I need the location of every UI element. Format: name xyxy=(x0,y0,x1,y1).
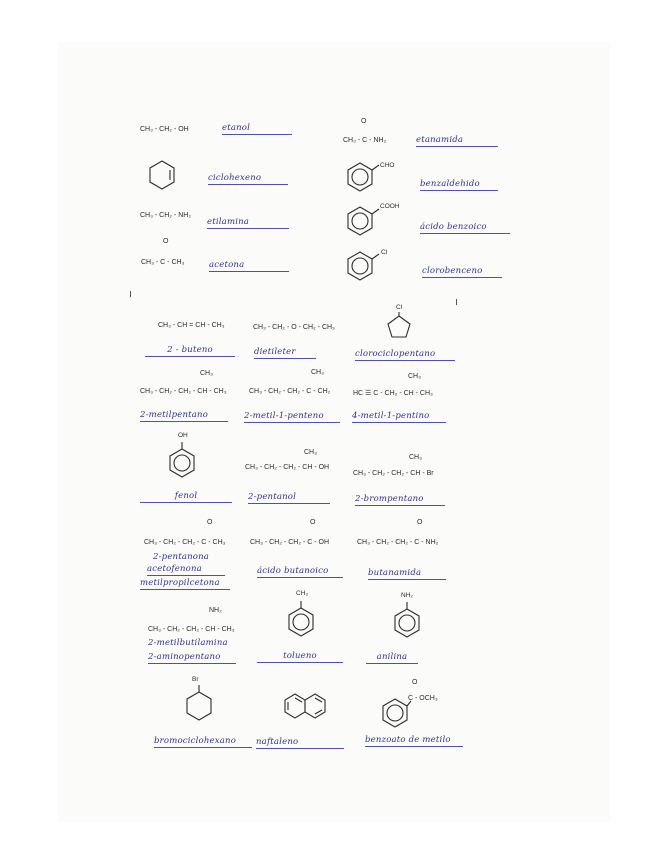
benzoic-acid-ring xyxy=(345,206,375,236)
methyl-benzoate-ring xyxy=(380,698,410,728)
answer-benzaldehido: benzaldehido xyxy=(420,179,498,191)
benzaldehyde-ring xyxy=(345,162,375,192)
formula-pentanone-oxygen: O xyxy=(207,519,213,526)
formula-butanamide: CH₃ - CH₂ - CH₂ - C - NH₂ xyxy=(357,539,439,546)
answer-metilpenteno: 2-metil-1-penteno xyxy=(244,411,340,423)
formula-diethyl-ether: CH₃ - CH₂ - O - CH₂ - CH₃ xyxy=(253,324,335,331)
answer-buteno: 2 - buteno xyxy=(145,345,235,357)
answer-bromociclohexano: bromociclohexano xyxy=(154,736,252,748)
formula-methyl-benzoate: C - OCH₃ xyxy=(408,695,438,702)
aniline-ring xyxy=(392,608,422,638)
substituent-hydroxyl: OH xyxy=(178,432,188,439)
formula-acetone-oxygen: O xyxy=(163,238,169,245)
answer-acido-benzoico: ácido benzoico xyxy=(420,222,510,234)
formula-butanamide-oxygen: O xyxy=(417,519,423,526)
answer-acetona: acetona xyxy=(209,260,289,272)
substituent-cho: CHO xyxy=(380,162,395,169)
formula-butanoic-acid-oxygen: O xyxy=(310,519,316,526)
answer-naftaleno: naftaleno xyxy=(256,737,344,749)
formula-methylpentene: CH₃ - CH₂ - CH₂ - C - CH₂ xyxy=(249,388,331,395)
formula-butanoic-acid: CH₃ - CH₂ - CH₂ - C - OH xyxy=(250,539,330,546)
binder-mark-left xyxy=(130,291,131,297)
formula-butene: CH₃ - CH = CH - CH₃ xyxy=(158,322,225,329)
substituent-chloro: Cl xyxy=(381,249,388,256)
answer-clorobenceno: clorobenceno xyxy=(422,266,502,278)
substituent-bromo: Br xyxy=(192,676,199,683)
substituent-cooh: COOH xyxy=(380,203,400,210)
formula-aminopentane-branch: NH₂ xyxy=(209,607,222,614)
bromocyclohexane-ring xyxy=(184,691,214,721)
formula-methylpentene-branch: CH₃ xyxy=(311,369,324,376)
answer-benzoato-de-metilo: benzoato de metilo xyxy=(365,735,463,747)
formula-acetone: CH₃ - C - CH₃ xyxy=(141,259,185,266)
formula-pentanol: CH₃ - CH₂ - CH₂ - CH - OH xyxy=(245,464,330,471)
phenol-ring xyxy=(167,448,197,478)
formula-ethylamine: CH₃ - CH₂ - NH₂ xyxy=(140,212,192,219)
formula-aminopentane: CH₃ - CH₂ - CH₂ - CH - CH₃ xyxy=(148,626,235,633)
answer-brompentano: 2-brompentano xyxy=(355,494,445,506)
answer-etanol: etanol xyxy=(222,123,292,135)
formula-ethanamide-oxygen: O xyxy=(361,118,367,125)
answer-acetofenona: acetofenona xyxy=(147,564,225,576)
chlorobenzene-ring xyxy=(345,251,375,281)
formula-ethanol: CH₃ - CH₂ - OH xyxy=(140,126,189,133)
toluene-ring xyxy=(286,607,316,637)
formula-ethanamide: CH₃ - C - NH₂ xyxy=(343,137,387,144)
formula-methyl-benzoate-oxygen: O xyxy=(412,679,418,686)
answer-butanamida: butanamida xyxy=(368,568,446,580)
answer-clorociclopentano: clorociclopentano xyxy=(355,349,455,361)
formula-methylpentane-branch: CH₃ xyxy=(200,370,213,377)
cyclopentane-ring xyxy=(386,313,412,339)
substituent-methyl: CH₃ xyxy=(296,590,309,597)
answer-pentanol: 2-pentanol xyxy=(248,492,330,504)
substituent-amino: NH₂ xyxy=(401,592,413,599)
worksheet-page xyxy=(58,42,610,822)
formula-brompentane: CH₃ - CH₂ - CH₂ - CH - Br xyxy=(353,470,434,477)
answer-acido-butanoico: ácido butanoico xyxy=(257,566,343,578)
answer-fenol: fenol xyxy=(140,491,232,503)
formula-methylpentane: CH₃ - CH₂ - CH₂ - CH - CH₃ xyxy=(140,388,227,395)
answer-pentanona: 2-pentanona xyxy=(153,552,210,562)
answer-metilpentano: 2-metilpentano xyxy=(140,410,228,422)
answer-metilpentino: 4-metil-1-pentino xyxy=(352,411,446,423)
answer-metilbutilamina: 2-metilbutilamina xyxy=(148,638,228,648)
formula-methylpentyne-branch: CH₃ xyxy=(408,373,421,380)
answer-dietileter: dietileter xyxy=(254,347,316,359)
answer-anilina: anilina xyxy=(366,652,418,664)
answer-ciclohexeno: ciclohexeno xyxy=(208,173,288,185)
answer-aminopentano: 2-aminopentano xyxy=(148,652,236,664)
naphthalene-rings xyxy=(283,692,329,722)
answer-metilpropilcetona: metilpropilcetona xyxy=(140,578,230,590)
formula-methylpentyne: HC ☰ C - CH₂ - CH - CH₃ xyxy=(353,390,433,397)
binder-mark-right xyxy=(456,299,457,305)
formula-pentanone: CH₃ - CH₂ - CH₂ - C - CH₃ xyxy=(144,539,226,546)
answer-tolueno: tolueno xyxy=(257,651,343,663)
substituent-chloro-cyclopentane: Cl xyxy=(396,304,403,311)
formula-pentanol-branch: CH₃ xyxy=(304,449,317,456)
cyclohexene-ring xyxy=(147,160,177,190)
answer-etanamida: etanamida xyxy=(416,135,498,147)
formula-brompentane-branch: CH₃ xyxy=(409,454,422,461)
answer-etilamina: etilamina xyxy=(207,217,289,229)
